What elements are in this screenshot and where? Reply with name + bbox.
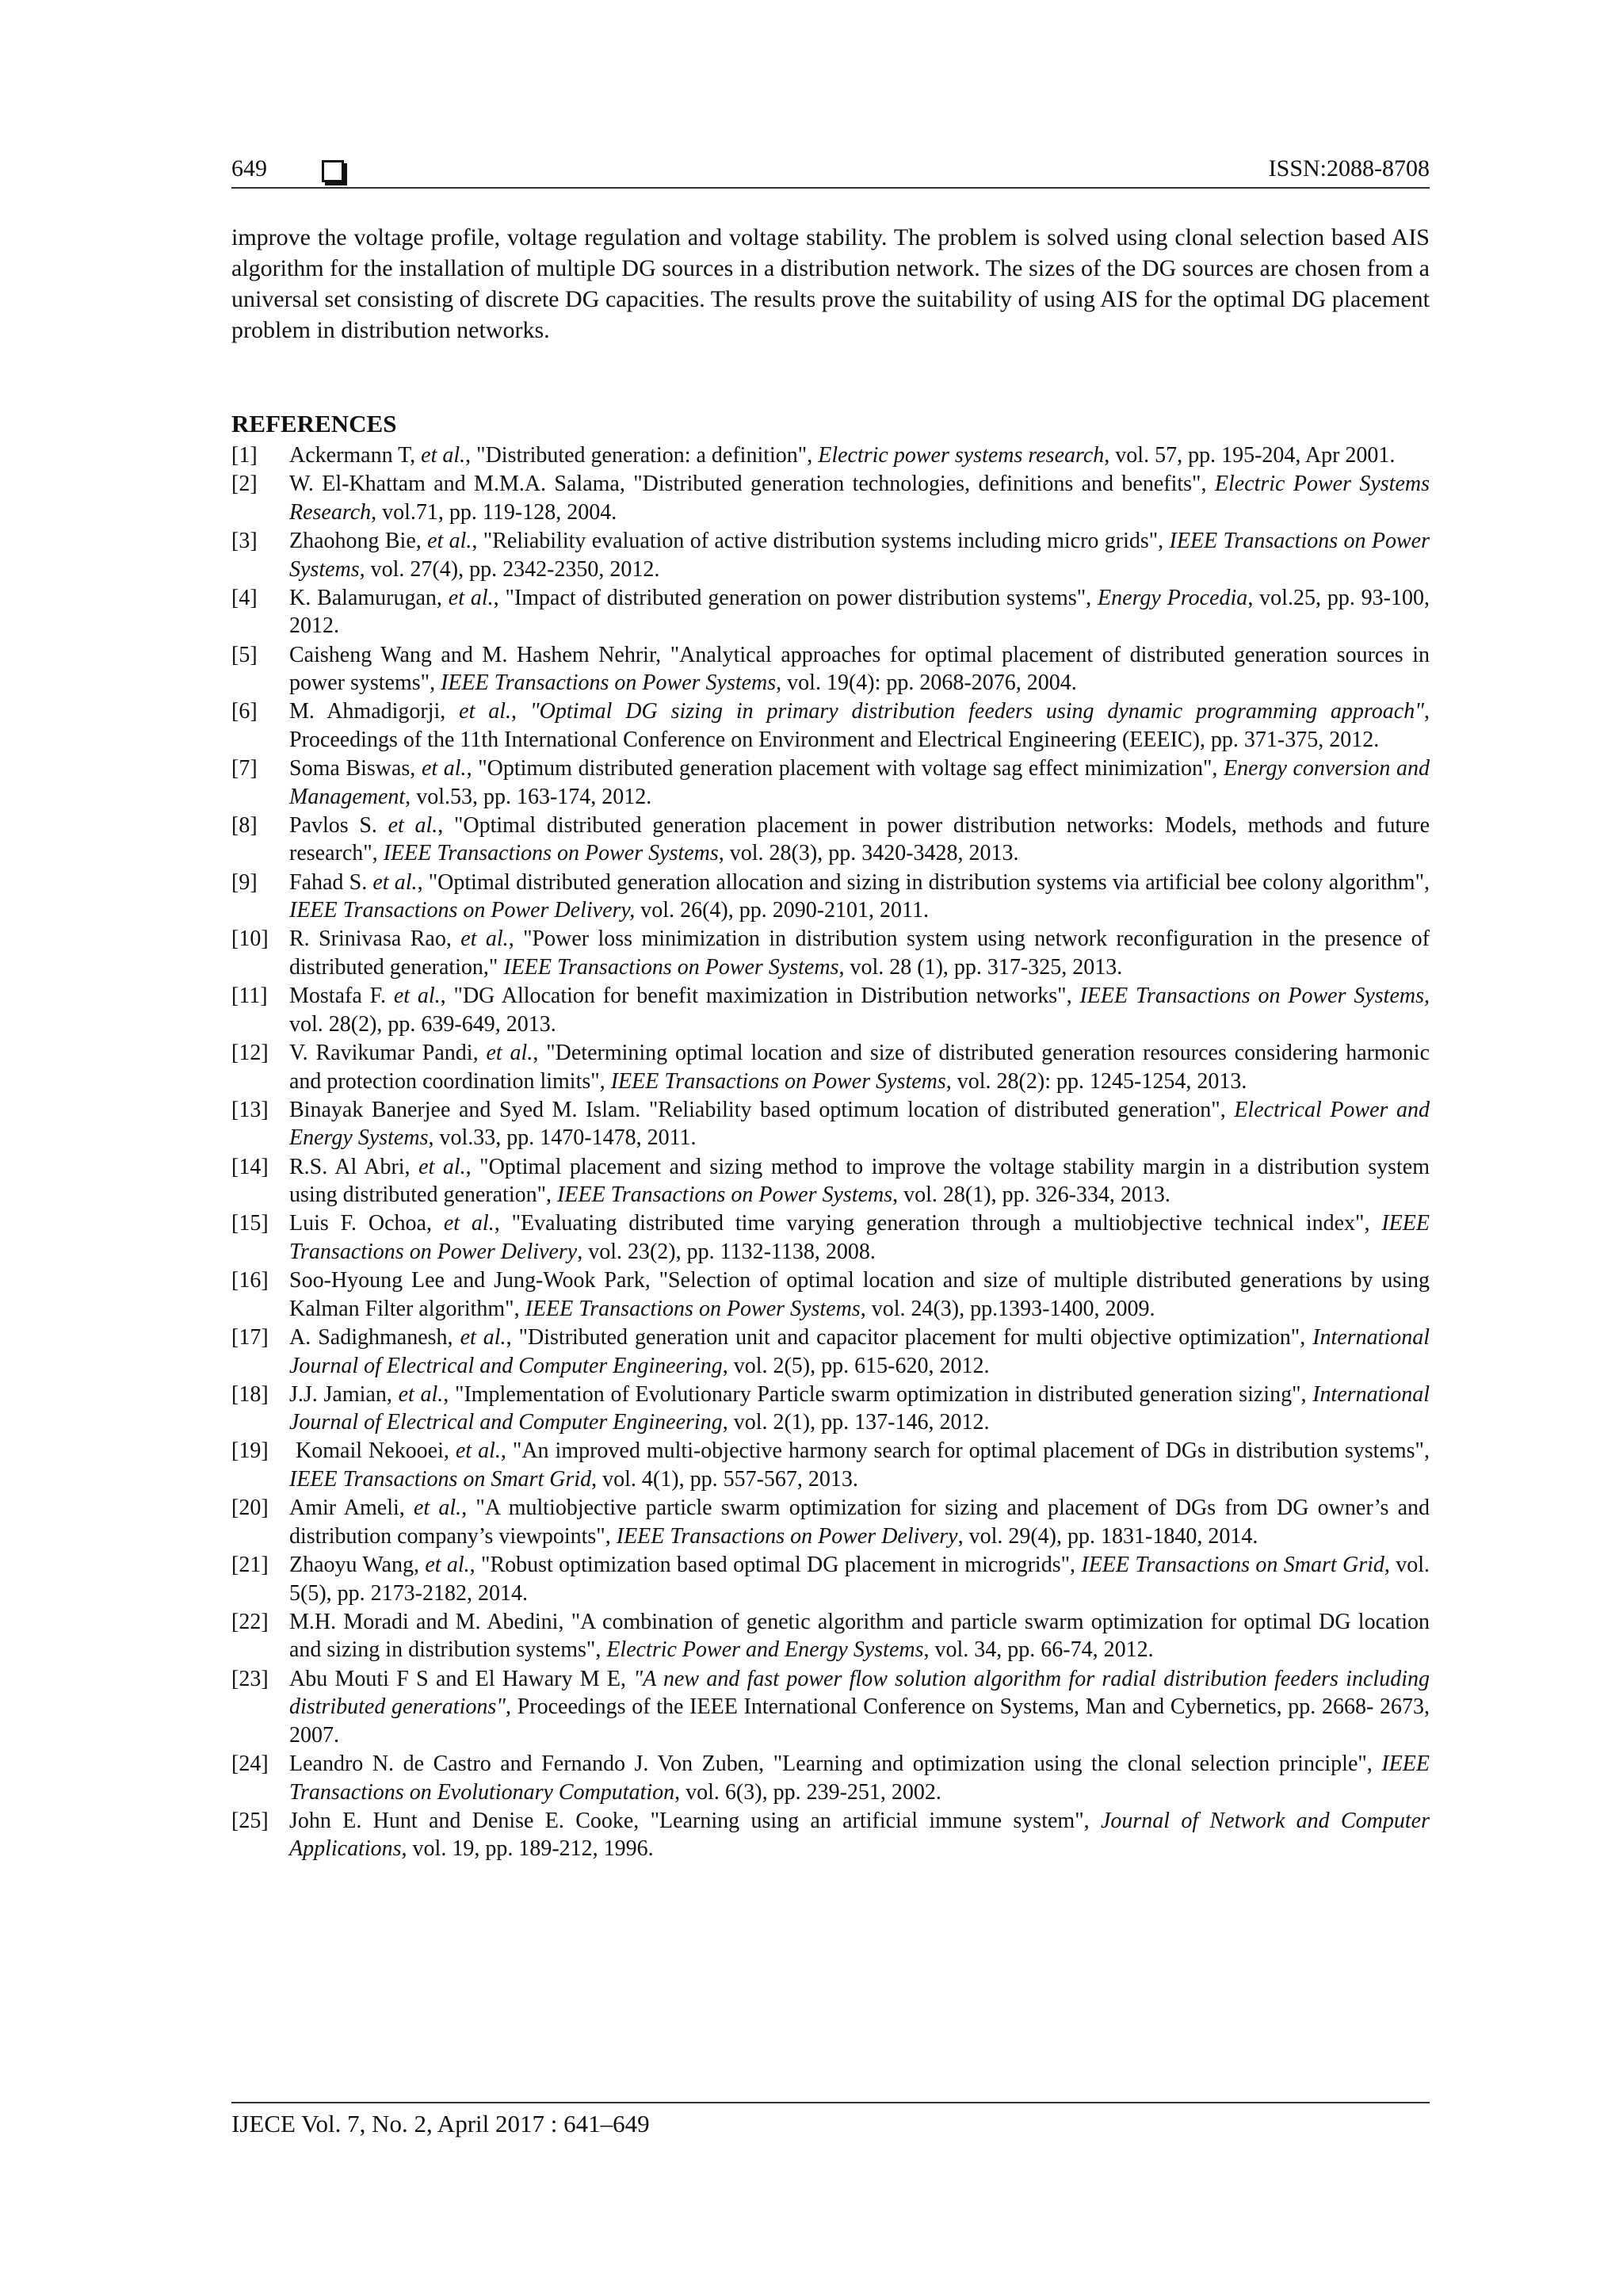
reference-text: Ackermann T, et al., "Distributed generation: a definition", Electric power systems research, vol. 57, pp. 195-204, Apr 2001.: [289, 443, 1396, 468]
conclusion-paragraph: improve the voltage profile, voltage regulation and voltage stability. The problem is solved using clonal selection based AIS algorithm for the installation of multiple DG sources in a distribution network. The sizes of the DG sources are chosen from a universal set consisting of discrete DG capacities. The results prove the suitability of using AIS for the optimal DG placement problem in distribution networks.: [231, 224, 1430, 343]
page-header: [231, 155, 1430, 189]
reference-text: V. Ravikumar Pandi, et al., "Determining optimal location and size of distributed generation resources considering harmonic and protection coordination limits", IEEE Transactions on Power Systems, vol. 28(2): pp. 1245-1254, 2013.: [289, 1041, 1430, 1094]
reference-item: [231, 755, 1430, 811]
page-footer: [231, 2102, 1430, 2137]
reference-number: [9]: [231, 869, 258, 895]
checkbox-square-icon: [322, 160, 344, 182]
reference-item: [231, 584, 1430, 640]
reference-number: [8]: [231, 812, 258, 838]
reference-item: [231, 925, 1430, 981]
reference-number: [16]: [231, 1268, 269, 1293]
reference-number: [13]: [231, 1097, 269, 1122]
reference-number: [14]: [231, 1154, 269, 1179]
reference-item: [231, 1807, 1430, 1863]
reference-item: [231, 812, 1430, 868]
reference-text: Caisheng Wang and M. Hashem Nehrir, "Analytical approaches for optimal placement of distributed generation sources in power systems", IEEE Transactions on Power Systems, vol. 19(4): pp. 2068-2076, 2004.: [289, 642, 1430, 696]
reference-text: Zhaohong Bie, et al., "Reliability evaluation of active distribution systems including micro grids", IEEE Transactions on Power Systems, vol. 27(4), pp. 2342-2350, 2012.: [289, 528, 1430, 582]
reference-text: M. Ahmadigorji, et al., "Optimal DG sizing in primary distribution feeders using dynamic programming approach", Proceedings of the 11th International Conference on Environment and Electrical Engineering (EEEIC), pp. 371-375, 2012.: [289, 699, 1430, 752]
reference-item: [231, 697, 1430, 754]
reference-text: John E. Hunt and Denise E. Cooke, "Learning using an artificial immune system", Journal of Network and Computer Applications, vol. 19, pp. 189-212, 1996.: [289, 1808, 1430, 1862]
reference-number: [19]: [231, 1438, 269, 1464]
issn-label: ISSN:2088-8708: [1268, 155, 1430, 181]
reference-number: [2]: [231, 472, 258, 497]
reference-list: [231, 441, 1430, 1864]
reference-text: K. Balamurugan, et al., "Impact of distributed generation on power distribution systems", Energy Procedia, vol.25, pp. 93-100, 2012.: [289, 585, 1430, 639]
reference-item: [231, 1324, 1430, 1380]
reference-number: [5]: [231, 642, 258, 667]
reference-text: Fahad S. et al., "Optimal distributed generation allocation and sizing in distribution systems via artificial bee colony algorithm", IEEE Transactions on Power Delivery, vol. 26(4), pp. 2090-2101, 2011.: [289, 869, 1430, 923]
reference-number: [6]: [231, 699, 258, 724]
reference-text: M.H. Moradi and M. Abedini, "A combination of genetic algorithm and particle swarm optimization for optimal DG location and sizing in distribution systems", Electric Power and Energy Systems, vol. 34, pp. 66-74, 2012.: [289, 1609, 1430, 1663]
reference-item: [231, 527, 1430, 583]
reference-item: [231, 1665, 1430, 1750]
reference-number: [24]: [231, 1751, 269, 1776]
reference-number: [3]: [231, 528, 258, 553]
reference-number: [23]: [231, 1666, 269, 1691]
reference-text: R.S. Al Abri, et al., "Optimal placement and sizing method to improve the voltage stability margin in a distribution system using distributed generation", IEEE Transactions on Power Systems, vol. 28(1), pp. 326-334, 2013.: [289, 1154, 1430, 1208]
reference-item: [231, 1750, 1430, 1806]
reference-text: R. Srinivasa Rao, et al., "Power loss minimization in distribution system using network reconfiguration in the presence of distributed generation," IEEE Transactions on Power Systems, vol. 28 (1), pp. 317-325, 2013.: [289, 926, 1430, 980]
reference-item: [231, 1608, 1430, 1664]
reference-text: Komail Nekooei, et al., "An improved multi-objective harmony search for optimal placement of DGs in distribution systems", IEEE Transactions on Smart Grid, vol. 4(1), pp. 557-567, 2013.: [289, 1438, 1430, 1492]
reference-text: Luis F. Ochoa, et al., "Evaluating distributed time varying generation through a multiobjective technical index", IEEE Transactions on Power Delivery, vol. 23(2), pp. 1132-1138, 2008.: [289, 1211, 1430, 1264]
reference-number: [15]: [231, 1211, 269, 1236]
reference-item: [231, 1494, 1430, 1550]
reference-number: [18]: [231, 1381, 269, 1407]
reference-number: [25]: [231, 1808, 269, 1833]
reference-item: [231, 470, 1430, 526]
reference-item: [231, 1381, 1430, 1437]
reference-item: [231, 1437, 1430, 1493]
reference-number: [10]: [231, 926, 269, 952]
reference-number: [4]: [231, 585, 258, 610]
reference-number: [12]: [231, 1041, 269, 1065]
reference-item: [231, 869, 1430, 925]
reference-text: Leandro N. de Castro and Fernando J. Von Zuben, "Learning and optimization using the clonal selection principle", IEEE Transactions on Evolutionary Computation, vol. 6(3), pp. 239-251, 2002.: [289, 1751, 1430, 1805]
reference-number: [22]: [231, 1609, 269, 1634]
reference-text: Abu Mouti F S and El Hawary M E, "A new and fast power flow solution algorithm for radial distribution feeders including distributed generations", Proceedings of the IEEE International Conference on Systems, Man and Cybernetics, pp. 2668- 2673, 2007.: [289, 1666, 1430, 1748]
page-number: 649: [231, 155, 267, 181]
journal-citation: IJECE Vol. 7, No. 2, April 2017 : 641–649: [231, 2110, 650, 2137]
reference-number: [7]: [231, 756, 258, 781]
reference-number: [1]: [231, 443, 258, 468]
reference-number: [11]: [231, 984, 268, 1009]
reference-text: Amir Ameli, et al., "A multiobjective particle swarm optimization for sizing and placement of DGs from DG owner’s and distribution company’s viewpoints", IEEE Transactions on Power Delivery, vol. 29(4), pp. 1831-1840, 2014.: [289, 1496, 1430, 1549]
reference-text: Zhaoyu Wang, et al., "Robust optimization based optimal DG placement in microgrids", IEEE Transactions on Smart Grid, vol. 5(5), pp. 2173-2182, 2014.: [289, 1553, 1430, 1606]
reference-number: [21]: [231, 1553, 269, 1578]
reference-item: [231, 1096, 1430, 1152]
reference-item: [231, 982, 1430, 1038]
reference-text: W. El-Khattam and M.M.A. Salama, "Distributed generation technologies, definitions and benefits", Electric Power Systems Research, vol.71, pp. 119-128, 2004.: [289, 472, 1430, 525]
reference-item: [231, 1551, 1430, 1607]
reference-item: [231, 641, 1430, 697]
reference-item: [231, 1209, 1430, 1266]
reference-text: Binayak Banerjee and Syed M. Islam. "Reliability based optimum location of distributed generation", Electrical Power and Energy Systems, vol.33, pp. 1470-1478, 2011.: [289, 1097, 1430, 1151]
reference-text: Mostafa F. et al., "DG Allocation for benefit maximization in Distribution networks", IEEE Transactions on Power Systems, vol. 28(2), pp. 639-649, 2013.: [289, 984, 1430, 1037]
reference-item: [231, 1266, 1430, 1323]
reference-text: Soo-Hyoung Lee and Jung-Wook Park, "Selection of optimal location and size of multiple distributed generations by using Kalman Filter algorithm", IEEE Transactions on Power Systems, vol. 24(3), pp.1393-1400, 2009.: [289, 1268, 1430, 1321]
reference-item: [231, 1039, 1430, 1095]
reference-item: [231, 1153, 1430, 1209]
references-heading: REFERENCES: [231, 410, 397, 437]
reference-text: Pavlos S. et al., "Optimal distributed generation placement in power distribution networks: Models, methods and future research", IEEE Transactions on Power Systems, vol. 28(3), pp. 3420-3428, 2013.: [289, 812, 1430, 866]
reference-text: A. Sadighmanesh, et al., "Distributed generation unit and capacitor placement for multi objective optimization", International Journal of Electrical and Computer Engineering, vol. 2(5), pp. 615-620, 2012.: [289, 1324, 1430, 1378]
reference-text: J.J. Jamian, et al., "Implementation of Evolutionary Particle swarm optimization in distributed generation sizing", International Journal of Electrical and Computer Engineering, vol. 2(1), pp. 137-146, 2012.: [289, 1381, 1430, 1435]
reference-item: [231, 441, 1430, 470]
reference-text: Soma Biswas, et al., "Optimum distributed generation placement with voltage sag effect minimization", Energy conversion and Management, vol.53, pp. 163-174, 2012.: [289, 756, 1430, 809]
reference-number: [20]: [231, 1496, 269, 1521]
reference-number: [17]: [231, 1324, 269, 1350]
